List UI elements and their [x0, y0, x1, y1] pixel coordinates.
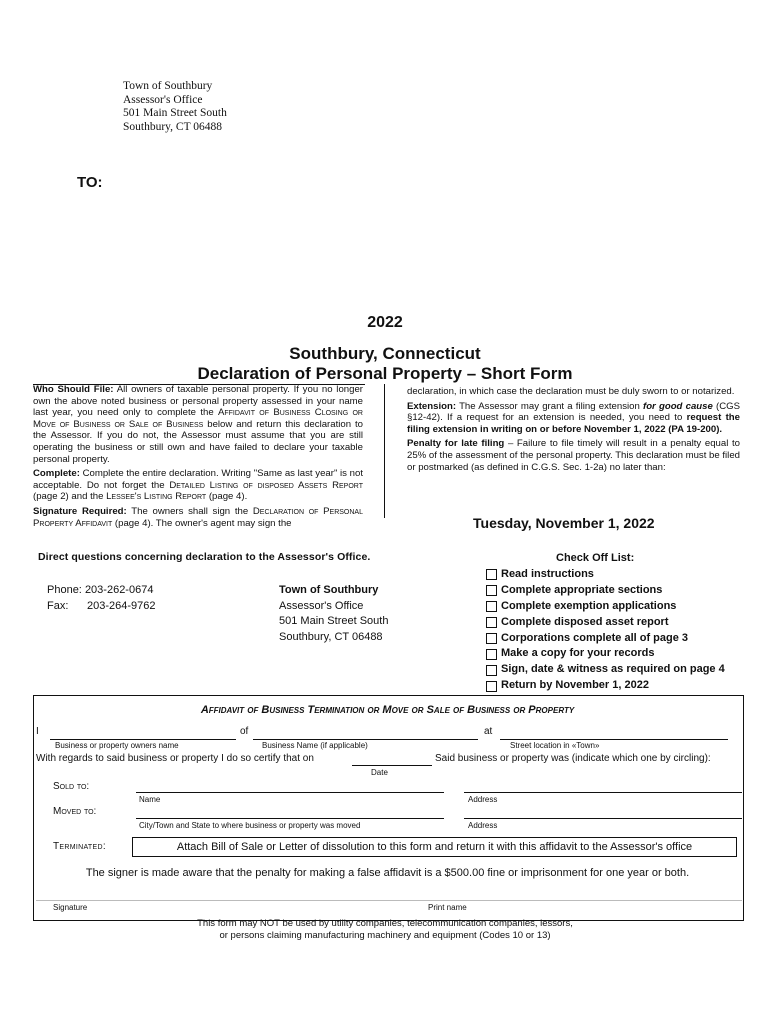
- terminated-label[interactable]: Terminated:: [53, 841, 106, 852]
- moved-to-label[interactable]: Moved to:: [53, 806, 97, 817]
- direct-questions-note: Direct questions concerning declaration to the Assessor's Office.: [38, 551, 371, 563]
- return-address-line: 501 Main Street South: [123, 107, 227, 120]
- signature-caption: Signature: [53, 903, 88, 912]
- checkbox[interactable]: [486, 649, 497, 660]
- town-name: Town of Southbury: [279, 584, 379, 596]
- checkbox[interactable]: [486, 569, 497, 580]
- affidavit-title: Affidavit of Business Termination or Move or Sale of Business or Property: [200, 704, 575, 716]
- extension-deadline-text: request the filing extension in writing on or before November 1, 2022 (PA 19-200).: [407, 412, 740, 435]
- complete-paragraph: [33, 468, 363, 503]
- checklist-item[interactable]: [486, 567, 725, 583]
- signature-required-paragraph: [33, 506, 363, 529]
- checklist-item-label: Complete appropriate sections: [501, 583, 663, 596]
- footer-line: This form may NOT be used by utility companies, telecommunication companies, lessors,: [197, 918, 573, 929]
- lessee-listing-reference: Lessee's Listing Report: [106, 491, 207, 503]
- office-street: 501 Main Street South: [279, 615, 389, 628]
- to-label: TO:: [77, 174, 103, 191]
- checkbox[interactable]: [486, 681, 497, 692]
- affidavit-reference: Affidavit of Business Closing or Move of Business or Sale of Business: [33, 407, 363, 430]
- penalty-paragraph: [407, 438, 740, 473]
- penalty-label: Penalty for late filing: [407, 438, 505, 450]
- sold-to-address-field[interactable]: [464, 792, 742, 793]
- name-caption: Name: [139, 795, 161, 804]
- checklist-item-label: Corporations complete all of page 3: [501, 631, 689, 644]
- complete-label: Complete:: [33, 468, 80, 480]
- date-field[interactable]: [352, 765, 432, 766]
- form-title: Declaration of Personal Property – Short Form: [197, 364, 573, 383]
- owner-name-field[interactable]: [50, 739, 236, 740]
- checkbox[interactable]: [486, 617, 497, 628]
- of-label: of: [240, 726, 249, 737]
- business-name-field[interactable]: [253, 739, 478, 740]
- checkbox[interactable]: [486, 665, 497, 676]
- filing-deadline: Tuesday, November 1, 2022: [473, 515, 655, 531]
- check-off-list-title: Check Off List:: [556, 552, 635, 564]
- fax-number: 203-264-9762: [87, 599, 156, 612]
- signature-required-text: The owners shall sign the: [126, 505, 253, 517]
- complete-text: Complete the entire declaration. Writing "Same as last year" is not acceptable. Do not forget the: [33, 468, 363, 491]
- sold-to-label[interactable]: Sold to:: [53, 781, 90, 792]
- business-caption: Business Name (if applicable): [262, 741, 368, 750]
- footer-line: or persons claiming manufacturing machinery and equipment (Codes 10 or 13): [219, 930, 551, 941]
- extension-text-2: (CGS §12-42). If a request for an extension is needed, you need to: [407, 400, 741, 424]
- extension-paragraph: [407, 401, 740, 436]
- return-address-line: Assessor's Office: [123, 93, 203, 106]
- checklist-item[interactable]: [486, 678, 725, 694]
- checklist-item-label: Complete exemption applications: [501, 599, 677, 612]
- penalty-text: – Failure to file timely will result in a penalty equal to 25% of the assessment of the personal property. This declaration must be filed or postmarked (as defined in C.G.S. Sec. 1-2a) no later than:: [407, 438, 740, 473]
- certify-text: With regards to said business or property I do so certify that on: [36, 753, 314, 764]
- said-business-text: Said business or property was (indicate which one by circling):: [435, 753, 711, 764]
- checklist-item[interactable]: [486, 631, 725, 647]
- signature-line[interactable]: [36, 900, 742, 901]
- moved-to-city-field[interactable]: [136, 818, 444, 819]
- continued-paragraph: declaration, in which case the declaration must be duly sworn to or notarized.: [407, 386, 735, 397]
- form-title-town: Southbury, Connecticut: [289, 344, 481, 363]
- print-name-caption: Print name: [428, 903, 467, 912]
- checklist-item[interactable]: [486, 662, 725, 678]
- city-caption: City/Town and State to where business or property was moved: [139, 821, 361, 830]
- contact-address: [279, 583, 388, 646]
- who-should-file-paragraph: [33, 384, 363, 465]
- moved-to-address-field[interactable]: [464, 818, 742, 819]
- complete-text-3: (page 4).: [206, 491, 248, 503]
- extension-text: The Assessor may grant a filing extension: [456, 400, 643, 412]
- checklist-item[interactable]: [486, 583, 725, 599]
- checklist-item-label: Sign, date & witness as required on page 4: [501, 663, 725, 676]
- contact-phone-fax: [47, 583, 156, 614]
- street-location-field[interactable]: [500, 739, 728, 740]
- checklist-item-label: Complete disposed asset report: [501, 615, 669, 628]
- checklist-item-label: Read instructions: [501, 567, 594, 580]
- fax-row: [47, 599, 156, 615]
- checklist-item[interactable]: [486, 599, 725, 615]
- checkbox[interactable]: [486, 585, 497, 596]
- office-name: Assessor's Office: [279, 599, 364, 612]
- false-affidavit-warning: The signer is made aware that the penalty for making a false affidavit is a $500.00 fine or imprisonment for one year or both.: [85, 867, 690, 879]
- owner-caption: Business or property owners name: [55, 741, 179, 750]
- i-label: I: [36, 726, 39, 737]
- checklist-item[interactable]: [486, 615, 725, 631]
- office-city: Southbury, CT 06488: [279, 631, 383, 644]
- phone-label: Phone:: [47, 584, 82, 596]
- footer-note: [0, 918, 770, 942]
- who-should-file-label: Who Should File:: [33, 384, 114, 395]
- good-cause-text: for good cause: [643, 400, 713, 412]
- instructions-right-column: [407, 386, 740, 476]
- sold-to-name-field[interactable]: [136, 792, 444, 793]
- instructions-left-column: [33, 384, 363, 532]
- phone-number: 203-262-0674: [84, 584, 154, 596]
- return-address-line: Southbury, CT 06488: [123, 120, 223, 133]
- signature-required-label: Signature Required:: [33, 505, 127, 517]
- at-label: at: [484, 726, 493, 737]
- address-caption-2: Address: [468, 821, 498, 830]
- street-caption: Street location in «Town»: [510, 741, 600, 750]
- checklist-item[interactable]: [486, 646, 725, 662]
- extension-label: Extension:: [407, 400, 457, 412]
- check-off-list: [486, 551, 725, 694]
- column-divider: [384, 384, 385, 518]
- checklist-item-label: Return by November 1, 2022: [501, 679, 649, 692]
- affidavit-section: [33, 695, 744, 921]
- address-caption: Address: [468, 795, 498, 804]
- who-should-file-text: All owners of taxable personal property. If you no longer own the above noted business or personal property assessed in your name last year, you need only to complete the: [33, 384, 363, 419]
- terminated-instructions-box: Attach Bill of Sale or Letter of dissolution to this form and return it with this affidavit to the Assessor's office: [132, 837, 737, 857]
- complete-text-2: (page 2) and the: [33, 491, 107, 503]
- checkbox[interactable]: [486, 601, 497, 612]
- checkbox[interactable]: [486, 633, 497, 644]
- fax-label: Fax:: [47, 599, 69, 612]
- date-caption: Date: [371, 768, 388, 777]
- checklist-item-label: Make a copy for your records: [501, 647, 655, 660]
- return-address-line: Town of Southbury: [123, 80, 213, 92]
- phone-row: [47, 583, 156, 599]
- return-address: [123, 80, 227, 134]
- form-year: 2022: [367, 314, 403, 331]
- disposed-assets-reference: Detailed Listing of disposed Assets Report: [169, 479, 363, 491]
- who-should-file-text-2: below and return this declaration to the Assessor. If you do not, the Assessor must assume that you are still operating the business or still own and have failed to declare your taxable personal property.: [33, 418, 363, 465]
- declaration-affidavit-reference: Declaration of Personal Property Affidavit: [33, 505, 363, 529]
- signature-required-text-2: (page 4). The owner's agent may sign the: [112, 517, 292, 529]
